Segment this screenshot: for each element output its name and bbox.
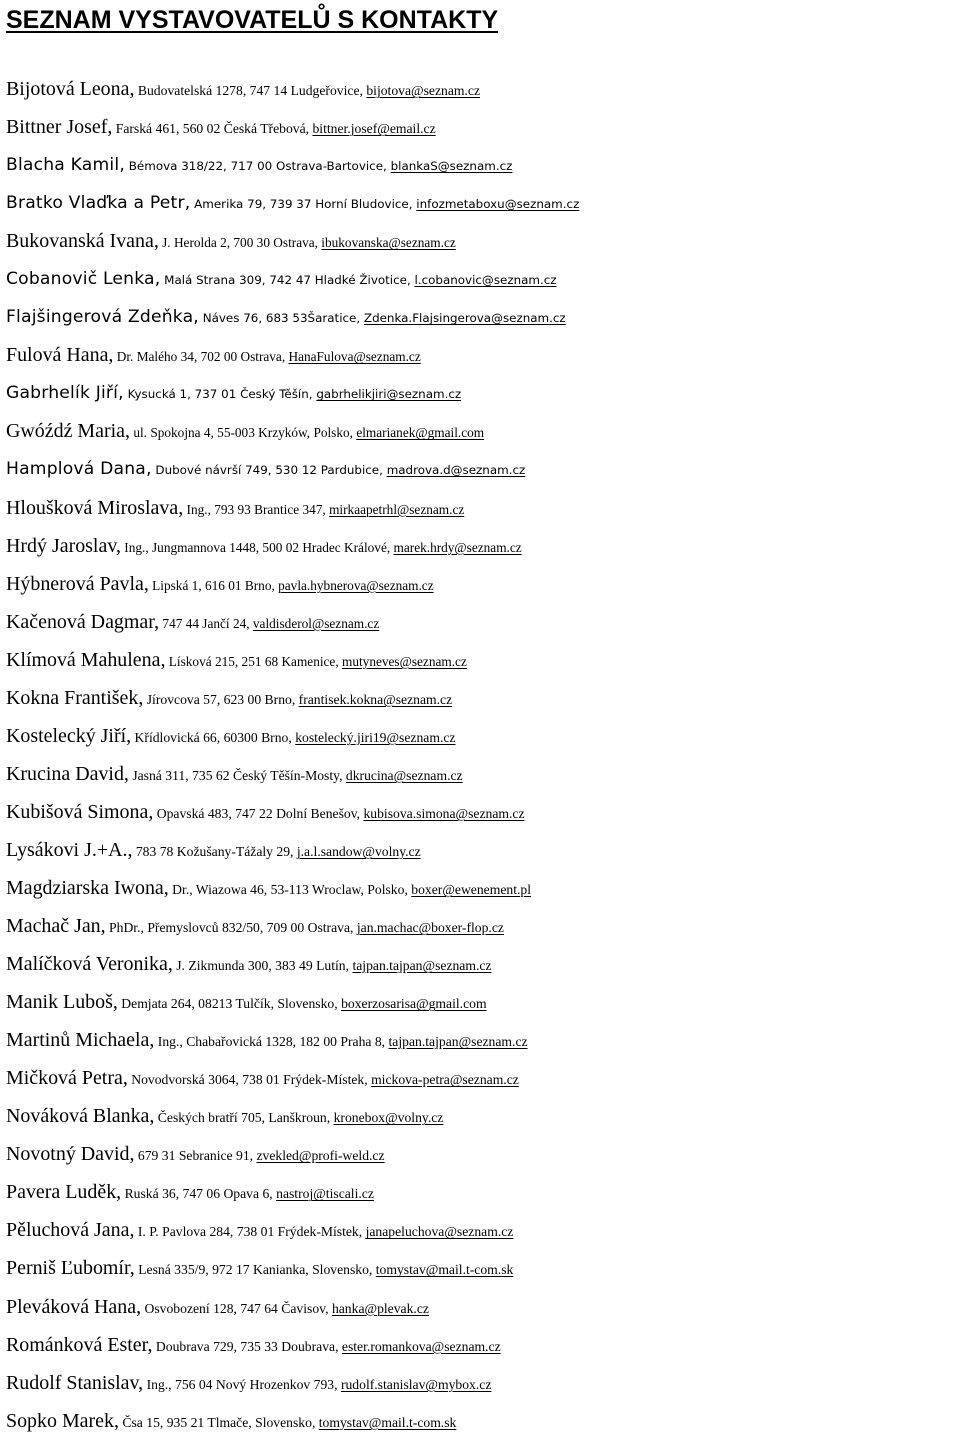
exhibitor-name: Perniš Ľubomír, — [6, 1257, 135, 1280]
exhibitor-email-link[interactable]: nastroj@tiscali.cz — [276, 1186, 374, 1202]
document-title: SEZNAM VYSTAVOVATELŮ S KONTAKTY — [6, 6, 499, 34]
exhibitor-address: Dr., Wiazowa 46, 53-113 Wroclaw, Polsko, — [168, 881, 412, 897]
exhibitor-email-link[interactable]: blankaS@seznam.cz — [390, 159, 513, 174]
exhibitor-entry — [6, 907, 958, 945]
exhibitor-address: ul. Spokojna 4, 55-003 Krzyków, Polsko, — [130, 425, 357, 441]
exhibitor-name: Bijotová Leona, — [6, 78, 135, 100]
exhibitor-address: 747 44 Jančí 24, — [159, 615, 253, 631]
exhibitor-email-link[interactable]: madrova.d@seznam.cz — [386, 463, 526, 478]
exhibitor-entry — [6, 565, 958, 603]
exhibitor-email-link[interactable]: boxerzosarisa@gmail.com — [341, 996, 487, 1012]
exhibitor-entry — [6, 831, 958, 869]
exhibitor-entry — [6, 1021, 958, 1059]
exhibitor-entry — [6, 603, 958, 641]
exhibitor-name: Kostelecký Jiří, — [6, 724, 132, 747]
exhibitor-entry — [6, 374, 958, 412]
exhibitor-address: Ing., 756 04 Nový Hrozenkov 793, — [143, 1376, 341, 1392]
exhibitor-name: Kokna František, — [6, 686, 144, 709]
exhibitor-entry — [6, 1097, 958, 1135]
exhibitor-email-link[interactable]: l.cobanovic@seznam.cz — [414, 273, 557, 288]
exhibitor-email-link[interactable]: mutyneves@seznam.cz — [341, 653, 467, 669]
exhibitor-address: Lipská 1, 616 01 Brno, — [148, 577, 279, 593]
exhibitor-address: Českých bratří 705, Lanškroun, — [154, 1110, 334, 1126]
exhibitor-email-link[interactable]: j.a.l.sandow@volny.cz — [296, 843, 421, 859]
exhibitor-address: Lesná 335/9, 972 17 Kanianka, Slovensko, — [134, 1262, 376, 1278]
exhibitor-entry — [6, 793, 958, 831]
exhibitor-email-link[interactable]: mickova-petra@seznam.cz — [371, 1072, 519, 1088]
exhibitor-email-link[interactable]: tomystav@mail.t-com.sk — [318, 1414, 457, 1430]
exhibitor-name: Blacha Kamil, — [6, 155, 125, 176]
exhibitor-entry — [6, 146, 958, 184]
exhibitor-email-link[interactable]: tomystav@mail.t-com.sk — [375, 1262, 514, 1278]
exhibitor-entry — [6, 260, 958, 298]
exhibitor-entry — [6, 108, 958, 146]
exhibitor-address: Dubové návrší 749, 530 12 Pardubice, — [151, 463, 387, 478]
exhibitor-address: Kysucká 1, 737 01 Český Těšín, — [123, 387, 317, 402]
exhibitor-address: Doubrava 729, 735 33 Doubrava, — [152, 1338, 342, 1354]
exhibitor-name: Klímová Mahulena, — [6, 648, 166, 671]
exhibitor-email-link[interactable]: pavla.hybnerova@seznam.cz — [278, 577, 434, 593]
exhibitor-name: Rudolf Stanislav, — [6, 1371, 144, 1394]
exhibitor-name: Románková Ester, — [6, 1333, 153, 1356]
exhibitor-entry — [6, 222, 958, 260]
exhibitor-name: Mičková Petra, — [6, 1067, 128, 1090]
exhibitor-email-link[interactable]: zvekled@profi-weld.cz — [256, 1148, 385, 1164]
exhibitor-email-link[interactable]: infozmetaboxu@seznam.cz — [416, 197, 580, 212]
exhibitor-name: Fulová Hana, — [6, 344, 114, 367]
exhibitor-email-link[interactable]: elmarianek@gmail.com — [356, 425, 485, 441]
exhibitor-address: Náves 76, 683 53Šaratice, — [198, 311, 364, 326]
exhibitor-entry — [6, 679, 958, 717]
exhibitor-address: Demjata 264, 08213 Tulčík, Slovensko, — [117, 996, 342, 1012]
exhibitor-address: Křídlovická 66, 60300 Brno, — [131, 729, 296, 745]
exhibitor-entry — [6, 1364, 958, 1402]
exhibitor-name: Martinů Michaela, — [6, 1029, 155, 1052]
exhibitor-entry — [6, 1249, 958, 1287]
exhibitor-name: Pěluchová Jana, — [6, 1219, 135, 1242]
exhibitor-entry — [6, 489, 958, 527]
exhibitor-address: Ing., Chabařovická 1328, 182 00 Praha 8, — [154, 1034, 389, 1050]
exhibitor-email-link[interactable]: gabrhelikjiri@seznam.cz — [316, 387, 462, 402]
exhibitor-address: Farská 461, 560 02 Česká Třebová, — [112, 121, 313, 137]
exhibitor-name: Pleváková Hana, — [6, 1295, 142, 1318]
exhibitor-email-link[interactable]: bijotova@seznam.cz — [366, 83, 481, 98]
exhibitor-email-link[interactable]: kubisova.simona@seznam.cz — [363, 805, 525, 821]
exhibitor-name: Novotný David, — [6, 1143, 135, 1166]
exhibitor-address: Lísková 215, 251 68 Kamenice, — [165, 653, 342, 669]
exhibitor-name: Kačenová Dagmar, — [6, 610, 160, 633]
exhibitor-address: J. Zikmunda 300, 383 49 Lutín, — [172, 958, 353, 974]
exhibitor-email-link[interactable]: jan.machac@boxer-flop.cz — [356, 920, 504, 936]
exhibitor-address: Opavská 483, 747 22 Dolní Benešov, — [153, 805, 364, 821]
exhibitor-address: 679 31 Sebranice 91, — [134, 1148, 257, 1164]
exhibitor-address: I. P. Pavlova 284, 738 01 Frýdek-Místek, — [134, 1224, 366, 1240]
exhibitor-address: Bémova 318/22, 717 00 Ostrava-Bartovice, — [124, 159, 391, 174]
exhibitor-email-link[interactable]: boxer@ewenement.pl — [411, 881, 532, 897]
exhibitor-address: Budovatelská 1278, 747 14 Ludgeřovice, — [134, 83, 367, 98]
exhibitor-name: Kubišová Simona, — [6, 800, 154, 823]
exhibitor-address: Dr. Malého 34, 702 00 Ostrava, — [113, 349, 289, 365]
exhibitor-name: Machač Jan, — [6, 915, 106, 938]
exhibitor-address: Ruská 36, 747 06 Opava 6, — [121, 1186, 277, 1202]
exhibitor-email-link[interactable]: marek.hrdy@seznam.cz — [393, 539, 522, 555]
exhibitor-entry — [6, 1402, 958, 1440]
exhibitor-name: Nováková Blanka, — [6, 1105, 155, 1128]
exhibitor-name: Gabrhelík Jiří, — [6, 383, 124, 404]
exhibitor-entry — [6, 1135, 958, 1173]
exhibitor-name: Hamplová Dana, — [6, 459, 152, 480]
exhibitor-name: Manik Luboš, — [6, 991, 118, 1014]
exhibitor-email-link[interactable]: ester.romankova@seznam.cz — [341, 1338, 501, 1354]
exhibitor-entry — [6, 717, 958, 755]
exhibitor-address: Čsa 15, 935 21 Tlmače, Slovensko, — [118, 1414, 319, 1430]
exhibitor-name: Gwóźdź Maria, — [6, 420, 131, 443]
exhibitor-entry — [6, 527, 958, 565]
exhibitor-entry — [6, 1288, 958, 1326]
exhibitor-name: Lysákovi J.+A., — [6, 838, 133, 861]
exhibitor-email-link[interactable]: tajpan.tajpan@seznam.cz — [352, 958, 492, 974]
exhibitor-name: Malíčková Veronika, — [6, 953, 173, 976]
exhibitor-email-link[interactable]: kronebox@volny.cz — [333, 1110, 444, 1126]
exhibitor-address: Amerika 79, 739 37 Horní Bludovice, — [190, 197, 417, 212]
exhibitor-address: Ing., 793 93 Brantice 347, — [183, 501, 330, 517]
exhibitor-entry — [6, 755, 958, 793]
exhibitor-address: PhDr., Přemyslovců 832/50, 709 00 Ostrava, — [105, 920, 357, 936]
exhibitor-name: Hýbnerová Pavla, — [6, 572, 149, 595]
exhibitor-address: 783 78 Kožušany-Tážaly 29, — [132, 843, 297, 859]
exhibitor-name: Pavera Luděk, — [6, 1181, 122, 1204]
exhibitor-address: Ing., Jungmannova 1448, 500 02 Hradec Králové, — [120, 539, 394, 555]
exhibitor-email-link[interactable]: rudolf.stanislav@mybox.cz — [340, 1376, 492, 1392]
exhibitor-email-link[interactable]: kostelecký.jiri19@seznam.cz — [295, 729, 456, 745]
exhibitor-entry — [6, 412, 958, 450]
exhibitor-address: J. Herolda 2, 700 30 Ostrava, — [158, 235, 322, 251]
exhibitor-email-link[interactable]: dkrucina@seznam.cz — [345, 767, 463, 783]
exhibitor-entry — [6, 298, 958, 336]
exhibitor-email-link[interactable]: Zdenka.Flajsingerova@seznam.cz — [363, 311, 566, 326]
exhibitor-email-link[interactable]: HanaFulova@seznam.cz — [288, 349, 421, 365]
exhibitor-email-link[interactable]: mirkaapetrhl@seznam.cz — [329, 501, 465, 517]
exhibitor-address: Malá Strana 309, 742 47 Hladké Životice, — [160, 273, 415, 288]
exhibitor-entry — [6, 1326, 958, 1364]
exhibitor-name: Bratko Vlaďka a Petr, — [6, 193, 191, 214]
exhibitor-entry — [6, 1059, 958, 1097]
exhibitor-entry — [6, 983, 958, 1021]
exhibitor-email-link[interactable]: valdisderol@seznam.cz — [252, 615, 380, 631]
exhibitor-name: Bittner Josef, — [6, 116, 113, 139]
exhibitor-email-link[interactable]: tajpan.tajpan@seznam.cz — [388, 1034, 528, 1050]
exhibitor-entry — [6, 945, 958, 983]
exhibitor-name: Krucina David, — [6, 762, 129, 785]
exhibitor-name: Flajšingerová Zdeňka, — [6, 307, 199, 328]
exhibitor-name: Hrdý Jaroslav, — [6, 534, 121, 557]
exhibitor-list — [6, 70, 958, 1440]
exhibitor-address: Jasná 311, 735 62 Český Těšín-Mosty, — [128, 767, 346, 783]
exhibitor-email-link[interactable]: ibukovanska@seznam.cz — [321, 235, 456, 251]
exhibitor-entry — [6, 70, 958, 108]
exhibitor-entry — [6, 1211, 958, 1249]
exhibitor-address: Jírovcova 57, 623 00 Brno, — [143, 691, 299, 707]
exhibitor-entry — [6, 869, 958, 907]
exhibitor-entry — [6, 641, 958, 679]
exhibitor-name: Cobanovič Lenka, — [6, 269, 161, 290]
exhibitor-email-link[interactable]: hanka@plevak.cz — [331, 1300, 429, 1316]
exhibitor-email-link[interactable]: frantisek.kokna@seznam.cz — [298, 691, 453, 707]
exhibitor-email-link[interactable]: janapeluchova@seznam.cz — [365, 1224, 514, 1240]
exhibitor-name: Bukovanská Ivana, — [6, 230, 159, 253]
exhibitor-name: Sopko Marek, — [6, 1409, 119, 1432]
exhibitor-name: Hloušková Miroslava, — [6, 496, 184, 519]
exhibitor-email-link[interactable]: bittner.josef@email.cz — [312, 121, 436, 137]
exhibitor-entry — [6, 336, 958, 374]
exhibitor-address: Novodvorská 3064, 738 01 Frýdek-Místek, — [127, 1072, 372, 1088]
exhibitor-entry — [6, 1173, 958, 1211]
exhibitor-address: Osvobození 128, 747 64 Čavisov, — [141, 1300, 332, 1316]
exhibitor-entry — [6, 450, 958, 488]
exhibitor-name: Magdziarska Iwona, — [6, 876, 169, 899]
exhibitor-entry — [6, 184, 958, 222]
